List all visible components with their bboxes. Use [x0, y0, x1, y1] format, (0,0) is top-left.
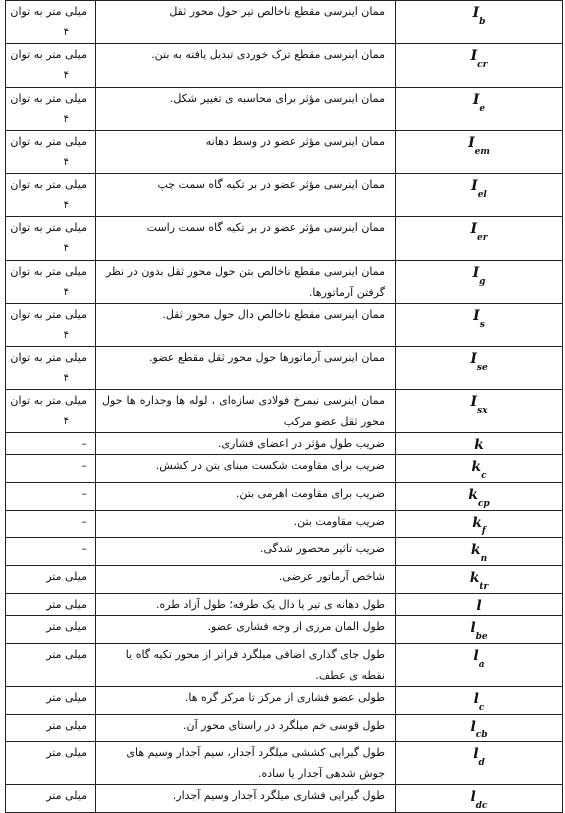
- unit-text: میلی متر: [46, 597, 87, 611]
- unit-text: میلی متر به توان: [10, 5, 87, 18]
- table-row: [6, 88, 563, 131]
- unit-cell: [6, 686, 96, 714]
- symbol-base: l: [476, 597, 482, 614]
- symbol-cell: [396, 174, 563, 217]
- symbol-base: I: [472, 92, 480, 108]
- symbol-subscript: s: [479, 319, 485, 330]
- table-row: [6, 1, 563, 44]
- symbol-base: I: [470, 394, 478, 410]
- symbol-subscript: dc: [475, 801, 488, 812]
- symbol-cell: [396, 44, 563, 88]
- unit-text: میلی متر: [46, 570, 87, 584]
- symbol-subscript: c: [481, 470, 487, 481]
- table-row: [6, 510, 563, 538]
- symbol-cell: [396, 566, 563, 594]
- symbol-cell: [396, 686, 563, 714]
- symbol-subscript: be: [475, 631, 488, 642]
- description-cell: ممان اینرسی مقطع ناخالص تیر حول محور ثقل: [96, 1, 396, 44]
- symbol-cell: [396, 643, 563, 686]
- description-cell: طول قوسی خم میلگرد در راستای محور آن.: [96, 714, 396, 742]
- symbol-cell: [396, 510, 563, 538]
- unit-text: میلی متر به توان: [10, 135, 87, 148]
- description-cell: ممان اینرسی مؤثر عضو در بر تکیه گاه سمت چپ: [96, 174, 396, 217]
- symbol-cell: [396, 261, 563, 304]
- unit-text: –: [81, 542, 87, 556]
- description-cell: شاخص آرماتور عرضی.: [96, 566, 396, 594]
- unit-text: میلی متر به توان: [10, 394, 87, 407]
- unit-text: میلی متر به توان: [10, 221, 87, 234]
- description-cell: طول گیرایی کششی میلگرد آجدار، سیم آجدار وسیم های جوش شدهی آجدار یا ساده.: [96, 742, 396, 785]
- unit-text: میلی متر به توان: [10, 178, 87, 191]
- description-cell: ممان اینرسی آرماتورها حول محور ثقل مقطع عضو.: [96, 347, 396, 390]
- symbol-base: l: [470, 718, 476, 735]
- unit-cell: [6, 88, 96, 131]
- symbol-subscript: g: [479, 276, 486, 287]
- unit-text: میلی متر به توان: [10, 265, 87, 278]
- unit-text: میلی متر به توان: [10, 48, 87, 61]
- symbol-cell: [396, 88, 563, 131]
- symbol-subscript: er: [477, 232, 488, 243]
- table-row: [6, 785, 563, 813]
- symbol-base: k: [468, 486, 478, 503]
- symbol-base: I: [472, 5, 480, 21]
- table-row: [6, 131, 563, 174]
- symbol-subscript: tr: [479, 581, 489, 592]
- unit-cell: [6, 1, 96, 44]
- unit-cell: [6, 455, 96, 483]
- unit-text: میلی متر به توان: [10, 308, 87, 321]
- description-cell: طولی عضو فشاری از مرکز تا مرکز گره ها.: [96, 686, 396, 714]
- symbol-subscript: c: [478, 702, 485, 713]
- symbol-base: l: [473, 746, 479, 763]
- table-row: [6, 261, 563, 304]
- symbol-cell: [396, 347, 563, 390]
- table-row: [6, 538, 563, 566]
- unit-cell: [6, 347, 96, 390]
- unit-text: میلی متر: [46, 647, 87, 661]
- symbols-table-body: [6, 1, 563, 813]
- symbol-cell: [396, 538, 563, 566]
- symbol-base: I: [470, 351, 477, 367]
- description-cell: ممان اینرسی مقطع ناخالص دال حول محور ثقل.: [96, 304, 396, 347]
- unit-cell: [6, 261, 96, 304]
- unit-cell: [6, 482, 96, 510]
- unit-cell: [6, 304, 96, 347]
- unit-cell: [6, 785, 96, 813]
- description-cell: ممان اینرسی مؤثر عضو در وسط دهانه: [96, 131, 396, 174]
- unit-text: –: [81, 514, 87, 528]
- unit-text: –: [81, 437, 87, 450]
- unit-exponent: ۴: [63, 157, 69, 168]
- unit-text: میلی متر: [46, 746, 87, 760]
- unit-exponent: ۴: [63, 114, 69, 125]
- unit-cell: [6, 433, 96, 455]
- symbol-subscript: f: [481, 526, 486, 537]
- table-row: [6, 390, 563, 433]
- unit-exponent: ۴: [63, 287, 69, 298]
- symbol-base: k: [470, 542, 481, 559]
- symbol-subscript: el: [477, 189, 487, 200]
- unit-exponent: ۴: [63, 200, 69, 211]
- unit-cell: [6, 510, 96, 538]
- table-row: [6, 174, 563, 217]
- unit-text: میلی متر به توان: [10, 351, 87, 364]
- table-row: [6, 643, 563, 686]
- unit-cell: [6, 714, 96, 742]
- table-row: [6, 304, 563, 347]
- symbol-base: I: [470, 221, 478, 237]
- unit-text: میلی متر: [46, 718, 87, 732]
- description-cell: ممان اینرسی مقطع ترک خوردی تبدیل یافته به بتن.: [96, 44, 396, 88]
- description-cell: ممان اینرسی مؤثر عضو در بر تکیه گاه سمت راست: [96, 217, 396, 261]
- unit-text: میلی متر: [46, 690, 87, 704]
- symbol-subscript: n: [480, 554, 488, 565]
- symbol-base: I: [468, 135, 475, 151]
- symbol-subscript: a: [478, 659, 485, 670]
- table-row: [6, 482, 563, 510]
- symbol-cell: [396, 615, 563, 643]
- symbol-subscript: e: [479, 103, 486, 114]
- table-row: [6, 44, 563, 88]
- description-cell: ممان اینرسی مقطع ناخالص بتن حول محور ثقل بدون در نظر گرفتن آرماتورها.: [96, 261, 396, 304]
- unit-cell: [6, 742, 96, 785]
- description-cell: ضریب تاثیر محصور شدگی.: [96, 538, 396, 566]
- unit-cell: [6, 538, 96, 566]
- symbol-base: l: [470, 789, 476, 806]
- symbol-cell: [396, 455, 563, 483]
- symbol-subscript: cb: [475, 730, 488, 741]
- symbol-base: k: [469, 570, 480, 587]
- table-row: [6, 566, 563, 594]
- symbol-cell: [396, 390, 563, 433]
- unit-text: میلی متر: [46, 789, 87, 803]
- unit-cell: [6, 44, 96, 88]
- table-row: [6, 714, 563, 742]
- symbol-cell: [396, 482, 563, 510]
- unit-exponent: ۴: [63, 330, 69, 341]
- symbols-table: [5, 0, 563, 813]
- table-row: [6, 433, 563, 455]
- table-row: [6, 347, 563, 390]
- unit-exponent: ۴: [63, 70, 69, 81]
- table-row: [6, 615, 563, 643]
- symbol-base: l: [470, 619, 476, 636]
- description-cell: طول جای گذاری اضافی میلگرد فراتر از محور تکیه گاه یا نقطه ی عطف.: [96, 643, 396, 686]
- unit-exponent: ۴: [63, 27, 69, 38]
- table-row: [6, 455, 563, 483]
- symbol-cell: [396, 785, 563, 813]
- symbol-base: I: [472, 265, 480, 281]
- symbol-cell: [396, 433, 563, 455]
- unit-cell: [6, 131, 96, 174]
- symbol-base: I: [471, 178, 478, 194]
- description-cell: ضریب برای مقاومت شکست مبنای بتن در کشش.: [96, 455, 396, 483]
- symbol-subscript: cp: [477, 498, 490, 509]
- unit-cell: [6, 390, 96, 433]
- symbol-cell: [396, 304, 563, 347]
- unit-exponent: ۴: [63, 416, 69, 427]
- symbol-base: k: [472, 514, 482, 531]
- table-row: [6, 686, 563, 714]
- symbol-cell: [396, 593, 563, 615]
- symbol-base: l: [473, 647, 479, 664]
- table-row: [6, 217, 563, 261]
- description-cell: ممان اینرسی نیمرخ فولادی سازه‌ای ، لوله ها وجداره ها حول محور ثقل عضو مرکب: [96, 390, 396, 433]
- description-cell: ضریب طول مؤثر در اعضای فشاری.: [96, 433, 396, 455]
- unit-text: میلی متر: [46, 619, 87, 633]
- symbol-cell: [396, 217, 563, 261]
- unit-cell: [6, 566, 96, 594]
- symbol-base: k: [474, 437, 484, 453]
- description-cell: ضریب مقاومت بتن.: [96, 510, 396, 538]
- unit-cell: [6, 174, 96, 217]
- symbol-subscript: d: [478, 758, 485, 769]
- symbol-subscript: sx: [477, 405, 488, 416]
- table-row: [6, 593, 563, 615]
- unit-text: –: [81, 459, 87, 472]
- symbol-cell: [396, 1, 563, 44]
- symbol-cell: [396, 742, 563, 785]
- symbol-subscript: em: [474, 146, 490, 157]
- unit-exponent: ۴: [63, 243, 69, 254]
- description-cell: طول دهانه ی تیر یا دال یک طرفه؛ طول آزاد طره.: [96, 593, 396, 615]
- unit-cell: [6, 615, 96, 643]
- unit-cell: [6, 217, 96, 261]
- symbol-base: l: [473, 690, 479, 707]
- symbol-base: I: [473, 308, 480, 324]
- unit-text: –: [81, 486, 87, 500]
- unit-exponent: ۴: [63, 373, 69, 384]
- symbol-cell: [396, 131, 563, 174]
- table-row: [6, 742, 563, 785]
- description-cell: طول گیرایی فشاری میلگرد آجدار وسیم آجدار.: [96, 785, 396, 813]
- description-cell: طول المان مرزی از وجه فشاری عضو.: [96, 615, 396, 643]
- unit-text: میلی متر به توان: [10, 92, 87, 105]
- description-cell: ممان اینرسی مؤثر برای محاسبه ی تغییر شکل.: [96, 88, 396, 131]
- unit-cell: [6, 593, 96, 615]
- symbol-base: k: [471, 459, 482, 475]
- symbol-subscript: cr: [477, 59, 488, 70]
- symbol-subscript: se: [476, 362, 488, 373]
- symbol-cell: [396, 714, 563, 742]
- symbol-base: I: [470, 48, 478, 64]
- description-cell: ضریب برای مقاومت اهرمی بتن.: [96, 482, 396, 510]
- symbol-subscript: b: [479, 16, 486, 27]
- unit-cell: [6, 643, 96, 686]
